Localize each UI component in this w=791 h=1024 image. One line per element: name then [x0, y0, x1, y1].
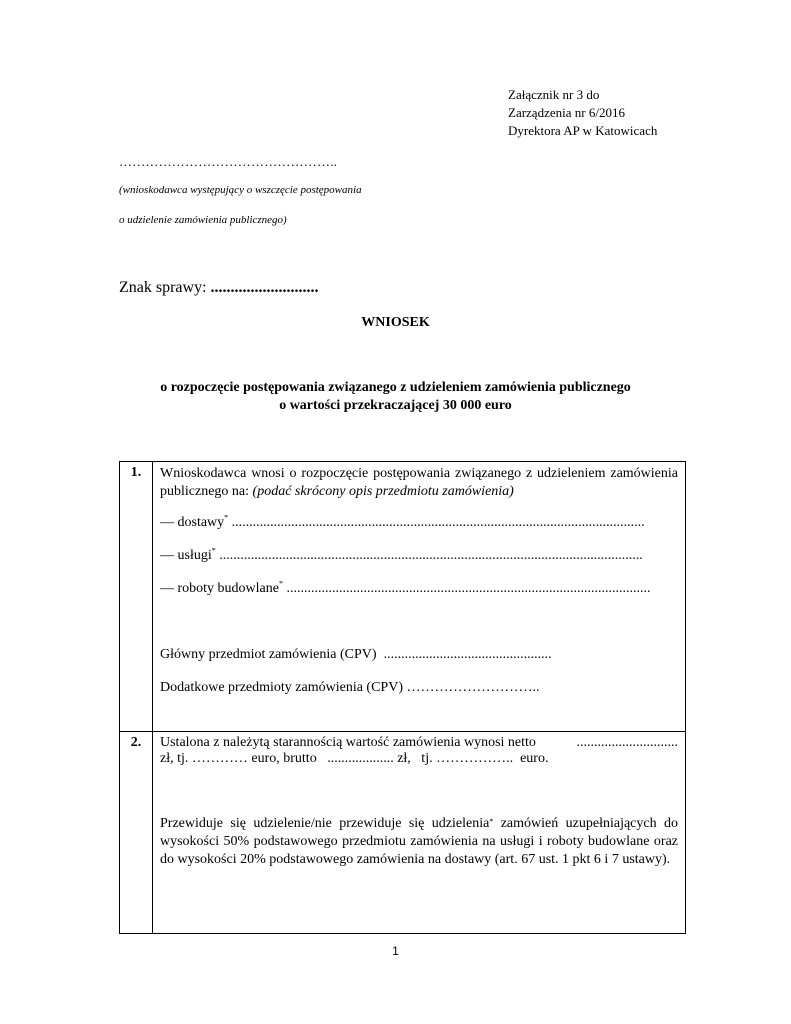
forecast-paragraph: Przewiduje się udzielenie/nie przewiduje się udzielenia* zamówień uzupełniających do wysokości 50% podstawowego przedmiotu zamówienia na usługi i roboty budowlane oraz do wysokości 20% podstawowego zamówienia na dostawy (art. 67 ust. 1 pkt 6 i 7 ustawy).: [160, 816, 678, 867]
option-roboty: — roboty budowlane* ........................................................................................................: [160, 581, 651, 596]
section-2-number: 2.: [120, 732, 153, 934]
subtitle-line-1: o rozpoczęcie postępowania związanego z udzieleniem zamówienia publicznego: [160, 380, 631, 395]
net-value-dots: .............................: [576, 735, 678, 750]
cpv-main-dots: ................................................: [383, 647, 552, 662]
table-row: [120, 732, 686, 934]
table-row: [120, 462, 686, 732]
annex-header: [508, 86, 657, 140]
annex-line-2: Zarządzenia nr 6/2016: [508, 105, 625, 120]
case-number-value: ...........................: [210, 279, 319, 296]
roboty-dots: ........................................................................................................: [286, 581, 651, 596]
cpv-extra-dots: ………………………..: [406, 680, 540, 695]
document-subtitle: [0, 379, 791, 415]
page-number: 1: [392, 944, 399, 958]
section-2-body: [153, 732, 686, 934]
request-form-table: [119, 461, 686, 934]
case-number: [119, 279, 319, 297]
applicant-note-2: o udzielenie zamówienia publicznego): [119, 214, 287, 226]
cpv-main: [160, 647, 678, 663]
dostawy-dots: ......................................................................................................................: [231, 515, 645, 530]
value-line-2: zł, tj. ………… euro, brutto ................... zł, tj. …………….. euro.: [160, 751, 549, 766]
applicant-note-1: (wnioskodawca występujący o wszczęcie postępowania: [119, 184, 362, 196]
annex-line-1: Załącznik nr 3 do: [508, 87, 600, 102]
cpv-extra-label: Dodatkowe przedmioty zamówienia (CPV): [160, 680, 403, 695]
document-title: WNIOSEK: [361, 315, 430, 330]
section-1-number: 1.: [120, 462, 153, 732]
section-1-intro: Wnioskodawca wnosi o rozpoczęcie postępowania związanego z udzieleniem zamówienia publicznego na: (podać skrócony opis przedmiotu zamówienia): [160, 466, 678, 499]
uslugi-dots: .........................................................................................................................: [219, 548, 643, 563]
subtitle-line-2: o wartości przekraczającej 30 000 euro: [279, 398, 512, 413]
section-1-body: [153, 462, 686, 732]
cpv-extra: [160, 680, 678, 696]
annex-line-3: Dyrektora AP w Katowicach: [508, 123, 658, 138]
applicant-dots: …………………………………………..: [119, 154, 338, 169]
section-1-intro-italic: (podać skrócony opis przedmiotu zamówienia): [252, 484, 514, 499]
value-line-1: Ustalona z należytą starannością wartość zamówienia wynosi netto .............................: [160, 735, 678, 750]
case-number-label: Znak sprawy:: [119, 279, 207, 296]
cpv-main-label: Główny przedmiot zamówienia (CPV): [160, 647, 377, 662]
option-dostawy: — dostawy* ......................................................................................................................: [160, 515, 645, 530]
option-uslugi: — usługi* .........................................................................................................................: [160, 548, 643, 563]
